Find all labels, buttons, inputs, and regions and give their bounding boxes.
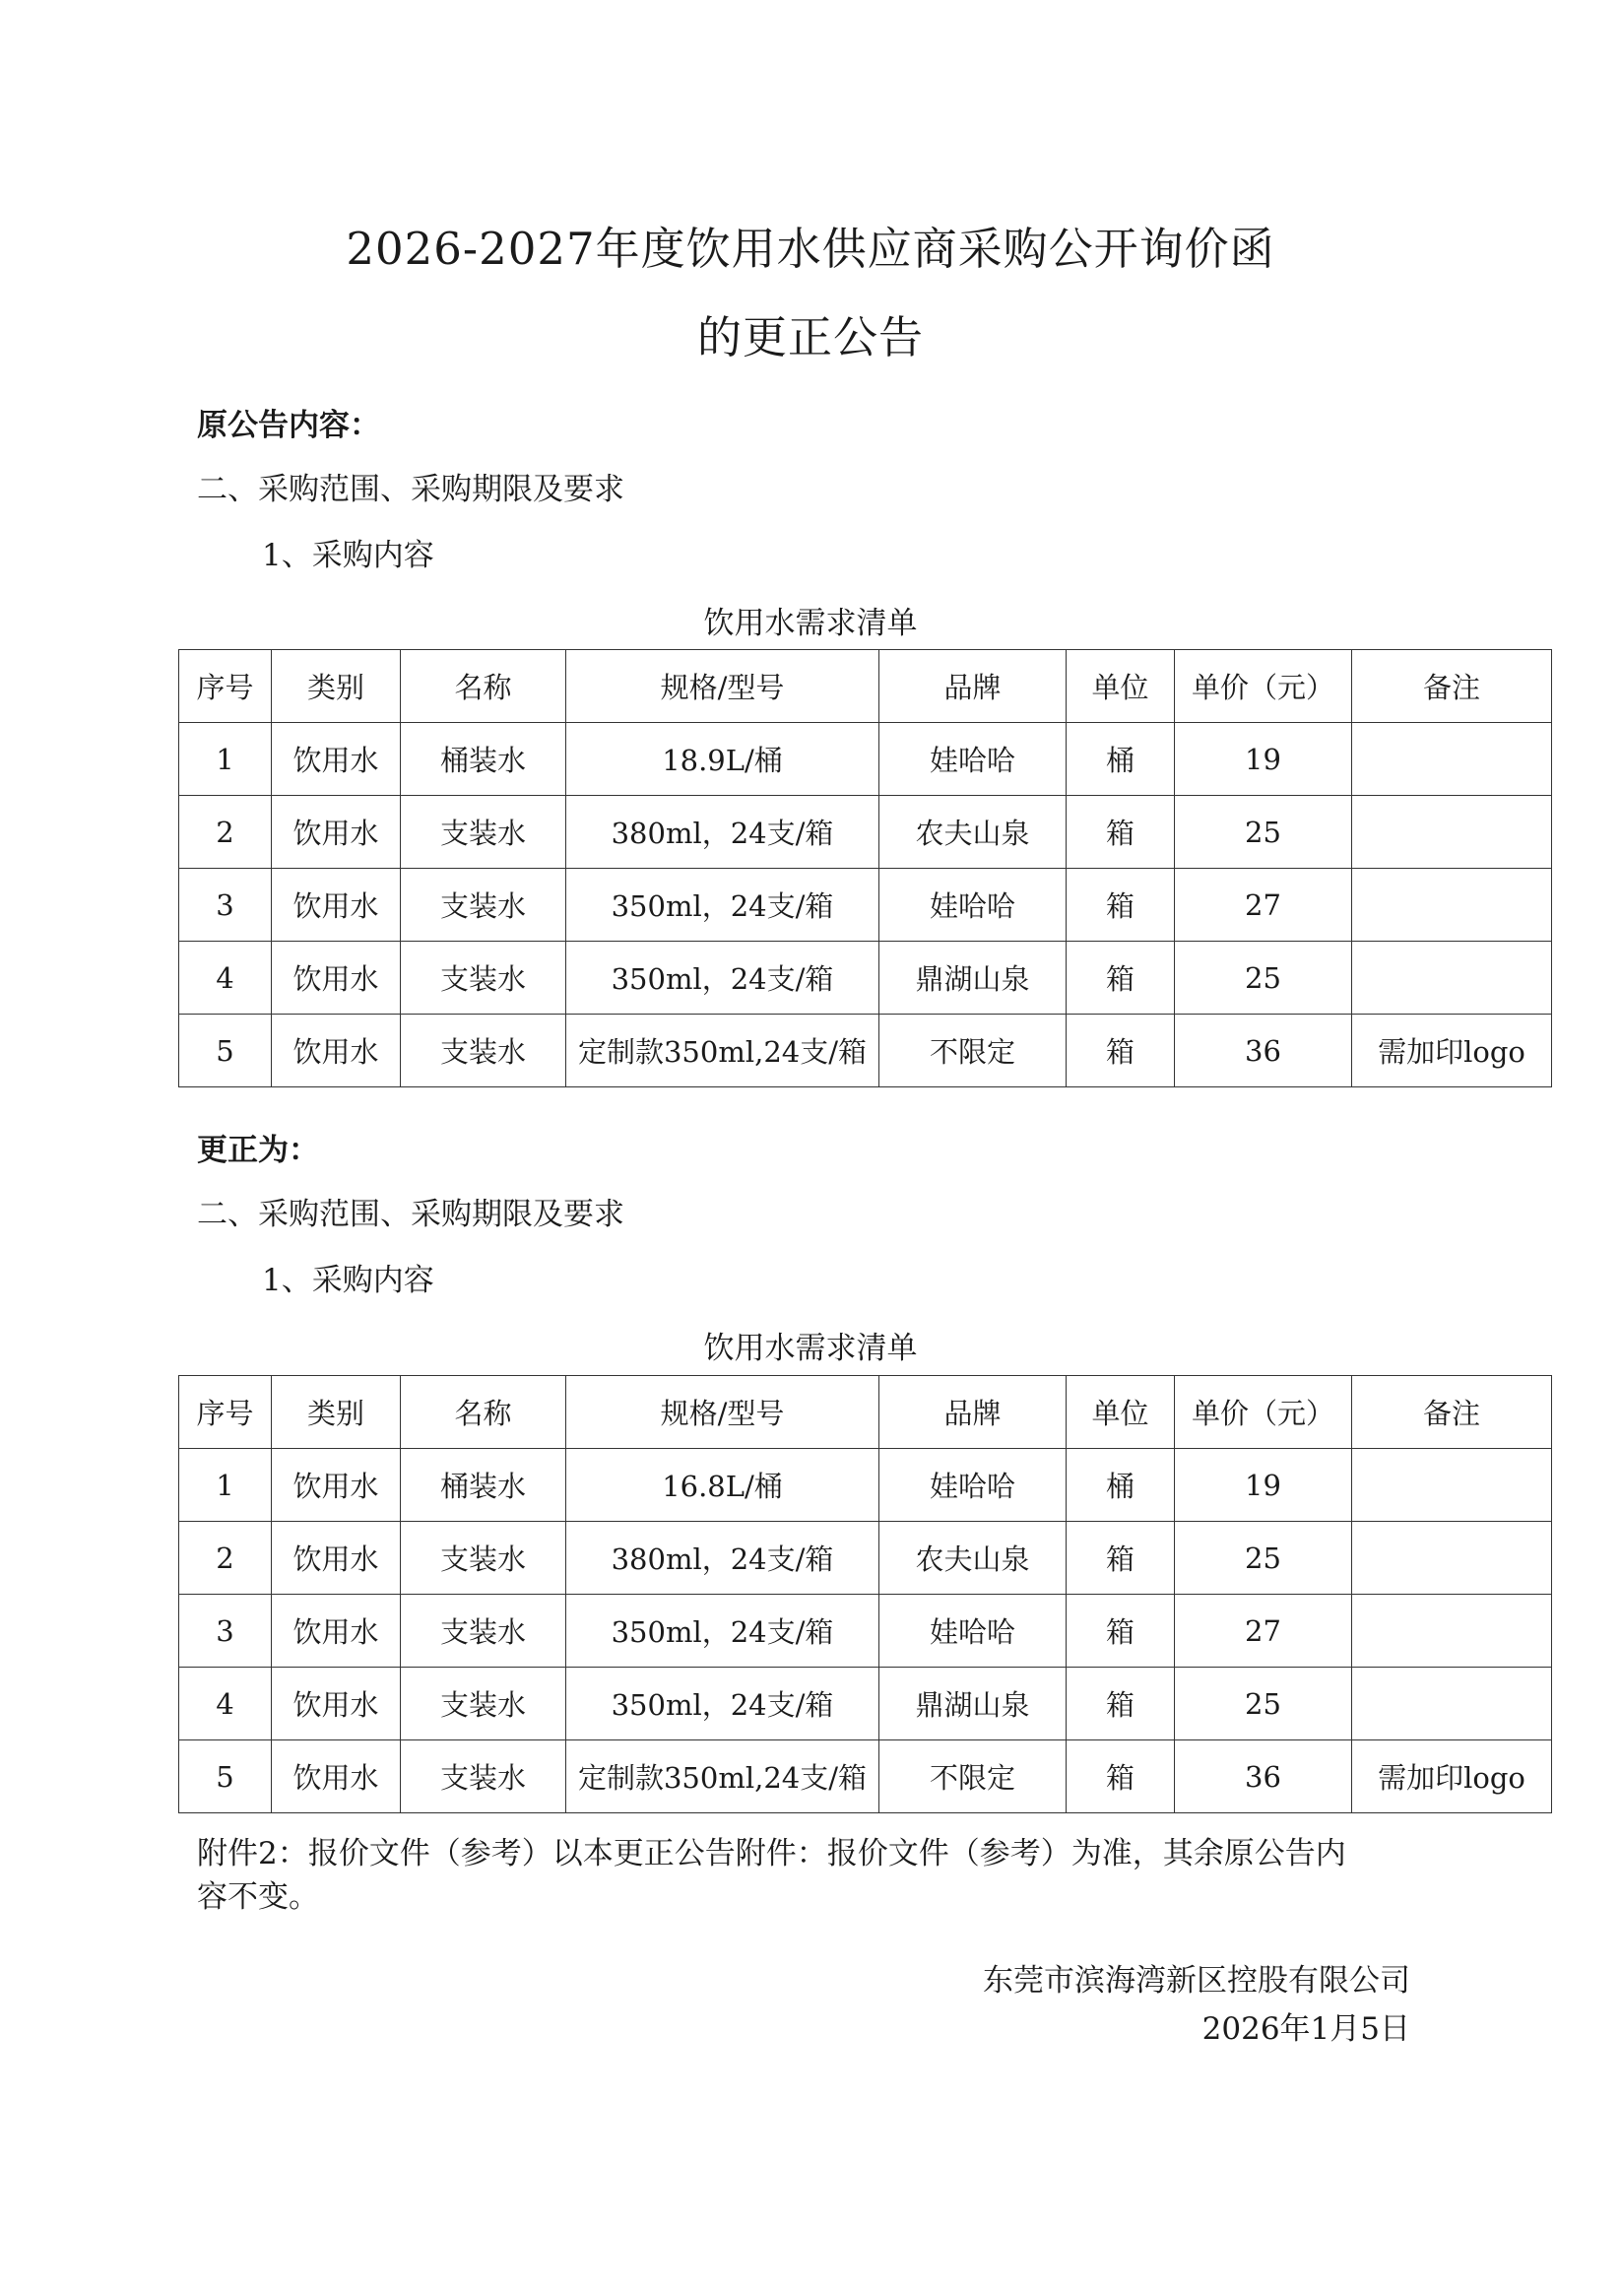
table-cell — [1352, 1595, 1552, 1668]
column-header: 序号 — [179, 650, 272, 723]
original-heading: 原公告内容： — [197, 408, 380, 443]
corrected-subsection: 1、采购内容 — [262, 1263, 434, 1298]
original-section: 二、采购范围、采购期限及要求 — [197, 472, 624, 507]
table-cell: 36 — [1175, 1740, 1352, 1813]
table-cell: 箱 — [1067, 1595, 1175, 1668]
table-cell: 箱 — [1067, 1522, 1175, 1595]
column-header: 单位 — [1067, 1376, 1175, 1449]
table-cell: 支装水 — [401, 942, 566, 1015]
table-cell: 16.8L/桶 — [566, 1449, 879, 1522]
table-cell: 不限定 — [879, 1740, 1067, 1813]
table-row — [179, 1449, 1552, 1522]
table-cell: 饮用水 — [272, 1668, 401, 1740]
document-title-line2: 的更正公告 — [696, 311, 924, 363]
table-cell — [1352, 1668, 1552, 1740]
corrected-requirements-table — [178, 1375, 1552, 1813]
table-cell: 饮用水 — [272, 1522, 401, 1595]
table-cell: 鼎湖山泉 — [879, 1668, 1067, 1740]
table-row — [179, 1522, 1552, 1595]
table-cell: 饮用水 — [272, 869, 401, 942]
table-cell: 桶装水 — [401, 1449, 566, 1522]
table-cell: 不限定 — [879, 1015, 1067, 1087]
table-cell: 25 — [1175, 1668, 1352, 1740]
column-header: 单位 — [1067, 650, 1175, 723]
table-cell — [1352, 723, 1552, 796]
table-cell: 农夫山泉 — [879, 796, 1067, 869]
corrected-table-caption: 饮用水需求清单 — [703, 1331, 918, 1366]
document-title-line1: 2026-2027年度饮用水供应商采购公开询价函 — [346, 223, 1275, 275]
table-cell: 1 — [179, 723, 272, 796]
table-cell: 3 — [179, 869, 272, 942]
table-cell: 27 — [1175, 1595, 1352, 1668]
original-table-caption: 饮用水需求清单 — [703, 606, 918, 641]
table-cell — [1352, 1449, 1552, 1522]
table-cell: 支装水 — [401, 1015, 566, 1087]
table-cell: 5 — [179, 1015, 272, 1087]
table-cell: 箱 — [1067, 796, 1175, 869]
table-cell: 鼎湖山泉 — [879, 942, 1067, 1015]
column-header: 类别 — [272, 650, 401, 723]
column-header: 名称 — [401, 1376, 566, 1449]
table-cell: 350ml，24支/箱 — [566, 869, 879, 942]
table-cell: 饮用水 — [272, 723, 401, 796]
table-row — [179, 869, 1552, 942]
table-cell: 需加印logo — [1352, 1740, 1552, 1813]
table-cell: 支装水 — [401, 1522, 566, 1595]
table-cell — [1352, 942, 1552, 1015]
table-cell: 娃哈哈 — [879, 869, 1067, 942]
table-cell: 3 — [179, 1595, 272, 1668]
table-cell: 350ml，24支/箱 — [566, 1668, 879, 1740]
table-cell: 4 — [179, 1668, 272, 1740]
column-header: 单价（元） — [1175, 1376, 1352, 1449]
original-subsection: 1、采购内容 — [262, 538, 434, 573]
table-cell: 380ml，24支/箱 — [566, 1522, 879, 1595]
column-header: 单价（元） — [1175, 650, 1352, 723]
table-cell: 箱 — [1067, 1740, 1175, 1813]
table-cell: 娃哈哈 — [879, 1449, 1067, 1522]
table-cell: 娃哈哈 — [879, 723, 1067, 796]
table-cell: 箱 — [1067, 942, 1175, 1015]
column-header: 备注 — [1352, 1376, 1552, 1449]
table-cell: 5 — [179, 1740, 272, 1813]
table-row — [179, 1740, 1552, 1813]
table-row — [179, 796, 1552, 869]
table-cell: 定制款350ml,24支/箱 — [566, 1740, 879, 1813]
table-cell: 支装水 — [401, 1668, 566, 1740]
table-cell: 380ml，24支/箱 — [566, 796, 879, 869]
table-row — [179, 723, 1552, 796]
issuer-company: 东莞市滨海湾新区控股有限公司 — [983, 1963, 1410, 1999]
table-cell: 25 — [1175, 796, 1352, 869]
table-cell: 箱 — [1067, 1668, 1175, 1740]
table-cell: 25 — [1175, 1522, 1352, 1595]
table-row — [179, 1015, 1552, 1087]
table-header-row — [179, 650, 1552, 723]
column-header: 规格/型号 — [566, 1376, 879, 1449]
table-cell: 饮用水 — [272, 1015, 401, 1087]
table-row — [179, 942, 1552, 1015]
table-cell: 19 — [1175, 1449, 1352, 1522]
column-header: 品牌 — [879, 1376, 1067, 1449]
table-cell: 饮用水 — [272, 1449, 401, 1522]
table-cell: 19 — [1175, 723, 1352, 796]
column-header: 备注 — [1352, 650, 1552, 723]
table-header-row — [179, 1376, 1552, 1449]
table-cell: 娃哈哈 — [879, 1595, 1067, 1668]
table-cell: 饮用水 — [272, 942, 401, 1015]
table-cell: 农夫山泉 — [879, 1522, 1067, 1595]
table-cell: 支装水 — [401, 796, 566, 869]
table-cell: 桶装水 — [401, 723, 566, 796]
table-row — [179, 1668, 1552, 1740]
table-cell: 饮用水 — [272, 1740, 401, 1813]
issue-date: 2026年1月5日 — [1201, 2011, 1410, 2047]
table-cell: 27 — [1175, 869, 1352, 942]
original-requirements-table — [178, 649, 1552, 1087]
table-cell — [1352, 1522, 1552, 1595]
table-cell: 箱 — [1067, 869, 1175, 942]
table-cell: 18.9L/桶 — [566, 723, 879, 796]
table-cell: 支装水 — [401, 1740, 566, 1813]
column-header: 名称 — [401, 650, 566, 723]
table-cell: 350ml，24支/箱 — [566, 942, 879, 1015]
table-cell: 饮用水 — [272, 796, 401, 869]
column-header: 类别 — [272, 1376, 401, 1449]
table-row — [179, 1595, 1552, 1668]
column-header: 品牌 — [879, 650, 1067, 723]
table-cell: 36 — [1175, 1015, 1352, 1087]
table-cell: 桶 — [1067, 723, 1175, 796]
table-cell — [1352, 796, 1552, 869]
column-header: 规格/型号 — [566, 650, 879, 723]
table-cell: 4 — [179, 942, 272, 1015]
table-cell: 2 — [179, 1522, 272, 1595]
attachment-note-line1: 附件2：报价文件（参考）以本更正公告附件：报价文件（参考）为准，其余原公告内 — [197, 1836, 1346, 1871]
table-cell: 2 — [179, 796, 272, 869]
table-cell: 25 — [1175, 942, 1352, 1015]
table-cell: 桶 — [1067, 1449, 1175, 1522]
table-cell: 1 — [179, 1449, 272, 1522]
table-cell — [1352, 869, 1552, 942]
table-cell: 支装水 — [401, 1595, 566, 1668]
corrected-heading: 更正为： — [197, 1133, 319, 1168]
corrected-section: 二、采购范围、采购期限及要求 — [197, 1197, 624, 1232]
table-cell: 箱 — [1067, 1015, 1175, 1087]
table-cell: 饮用水 — [272, 1595, 401, 1668]
table-cell: 定制款350ml,24支/箱 — [566, 1015, 879, 1087]
attachment-note-line2: 容不变。 — [197, 1879, 319, 1915]
table-cell: 需加印logo — [1352, 1015, 1552, 1087]
column-header: 序号 — [179, 1376, 272, 1449]
table-cell: 支装水 — [401, 869, 566, 942]
table-cell: 350ml，24支/箱 — [566, 1595, 879, 1668]
